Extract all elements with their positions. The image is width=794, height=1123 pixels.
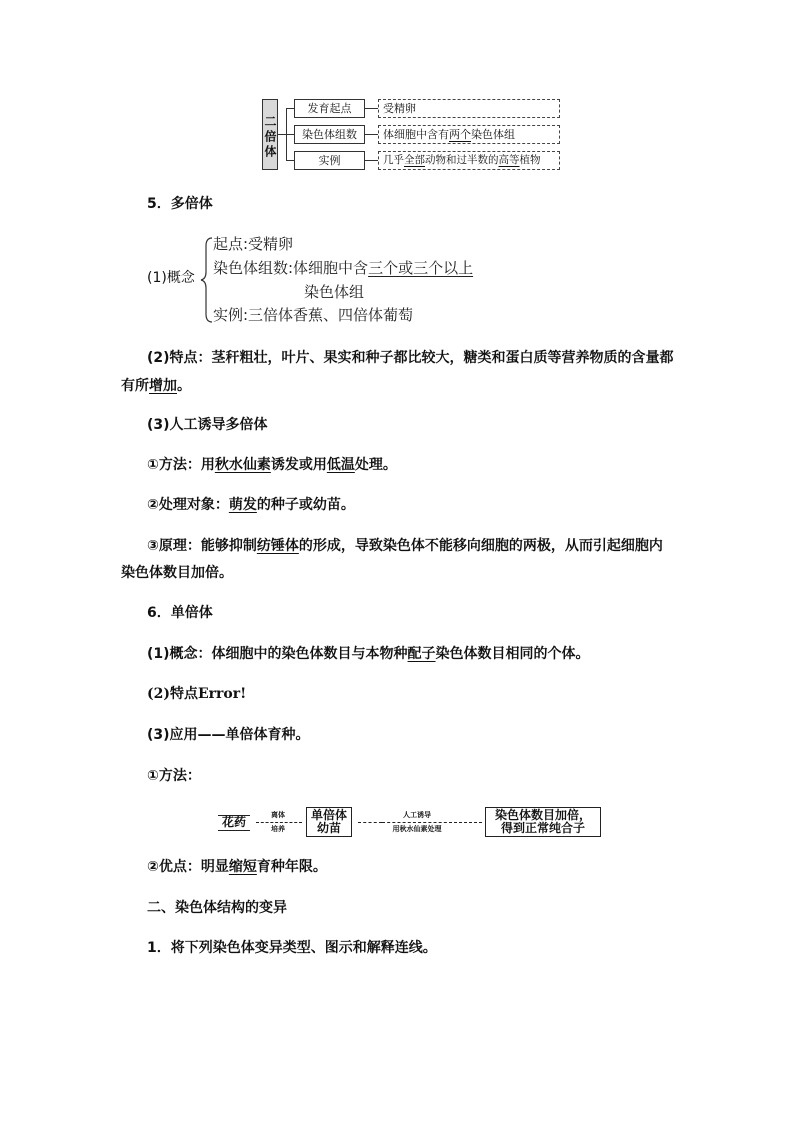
flow-arrow-label-bottom: 用秋水仙素处理 <box>392 825 442 833</box>
flow-arrow <box>382 822 452 823</box>
concept-label: (1)概念 <box>147 270 195 286</box>
flow-arrow <box>454 822 482 823</box>
flow-arrow <box>358 822 382 823</box>
paragraph: ①方法：用秋水仙素诱发或用低温处理。 <box>147 457 397 473</box>
paragraph: 有所增加。 <box>121 378 191 394</box>
concept-line: 实例:三倍体香蕉、四倍体葡萄 <box>213 306 414 324</box>
paragraph: ②处理对象：萌发的种子或幼苗。 <box>147 497 355 513</box>
diagram-branch-line <box>286 134 294 135</box>
diploid-vertical-label: 二倍体 <box>262 99 278 170</box>
subheading: (3)人工诱导多倍体 <box>147 417 268 433</box>
concept-line: 起点:受精卵 <box>213 235 294 253</box>
section-heading: 6．单倍体 <box>147 605 213 621</box>
flow-box-haploid-seedling: 单倍体 幼苗 <box>306 807 352 837</box>
diagram-stem-line <box>278 134 286 135</box>
diagram-branch-line <box>286 108 294 109</box>
flow-box-result: 染色体数目加倍， 得到正常纯合子 <box>485 807 601 837</box>
diagram-connector <box>365 108 378 109</box>
concept-line: 染色体组数:体细胞中含三个或三个以上 <box>213 259 474 277</box>
paragraph: (3)应用——单倍体育种。 <box>147 727 310 743</box>
diagram-row-label: 实例 <box>294 151 365 170</box>
paragraph: ①方法： <box>147 768 201 784</box>
section-heading: 二、染色体结构的变异 <box>147 900 287 916</box>
paragraph: 染色体数目加倍。 <box>121 565 233 581</box>
paragraph: (2)特点：茎秆粗壮，叶片、果实和种子都比较大，糖类和蛋白质等营养物质的含量都 <box>147 350 674 366</box>
paragraph: (1)概念：体细胞中的染色体数目与本物种配子染色体数目相同的个体。 <box>147 646 590 662</box>
flow-arrow <box>256 822 302 823</box>
flow-arrow-label-top: 人工诱导 <box>403 811 431 819</box>
diagram-connector <box>365 160 378 161</box>
diagram-row-label: 发育起点 <box>294 99 365 118</box>
flow-box-anther: 花药 <box>218 815 250 831</box>
flow-arrow-label-top: 离体 <box>271 811 285 819</box>
diagram-row-content: 几乎全部动物和过半数的高等植物 <box>378 151 560 170</box>
diagram-branch-line <box>286 160 294 161</box>
diagram-row-label: 染色体组数 <box>294 125 365 144</box>
concept-line: 染色体组 <box>304 283 365 301</box>
flow-arrow-label-bottom: 培养 <box>271 825 285 833</box>
brace-icon <box>200 236 214 324</box>
diagram-row-content: 受精卵 <box>378 99 560 118</box>
diagram-connector <box>365 134 378 135</box>
paragraph: (2)特点Error! <box>147 686 247 702</box>
paragraph: ②优点：明显缩短育种年限。 <box>147 859 327 875</box>
paragraph: 1．将下列染色体变异类型、图示和解释连线。 <box>147 940 437 956</box>
diagram-row-content: 体细胞中含有两个染色体组 <box>378 125 560 144</box>
paragraph: ③原理：能够抑制纺锤体的形成，导致染色体不能移向细胞的两极，从而引起细胞内 <box>147 538 663 554</box>
section-heading: 5．多倍体 <box>147 196 213 212</box>
